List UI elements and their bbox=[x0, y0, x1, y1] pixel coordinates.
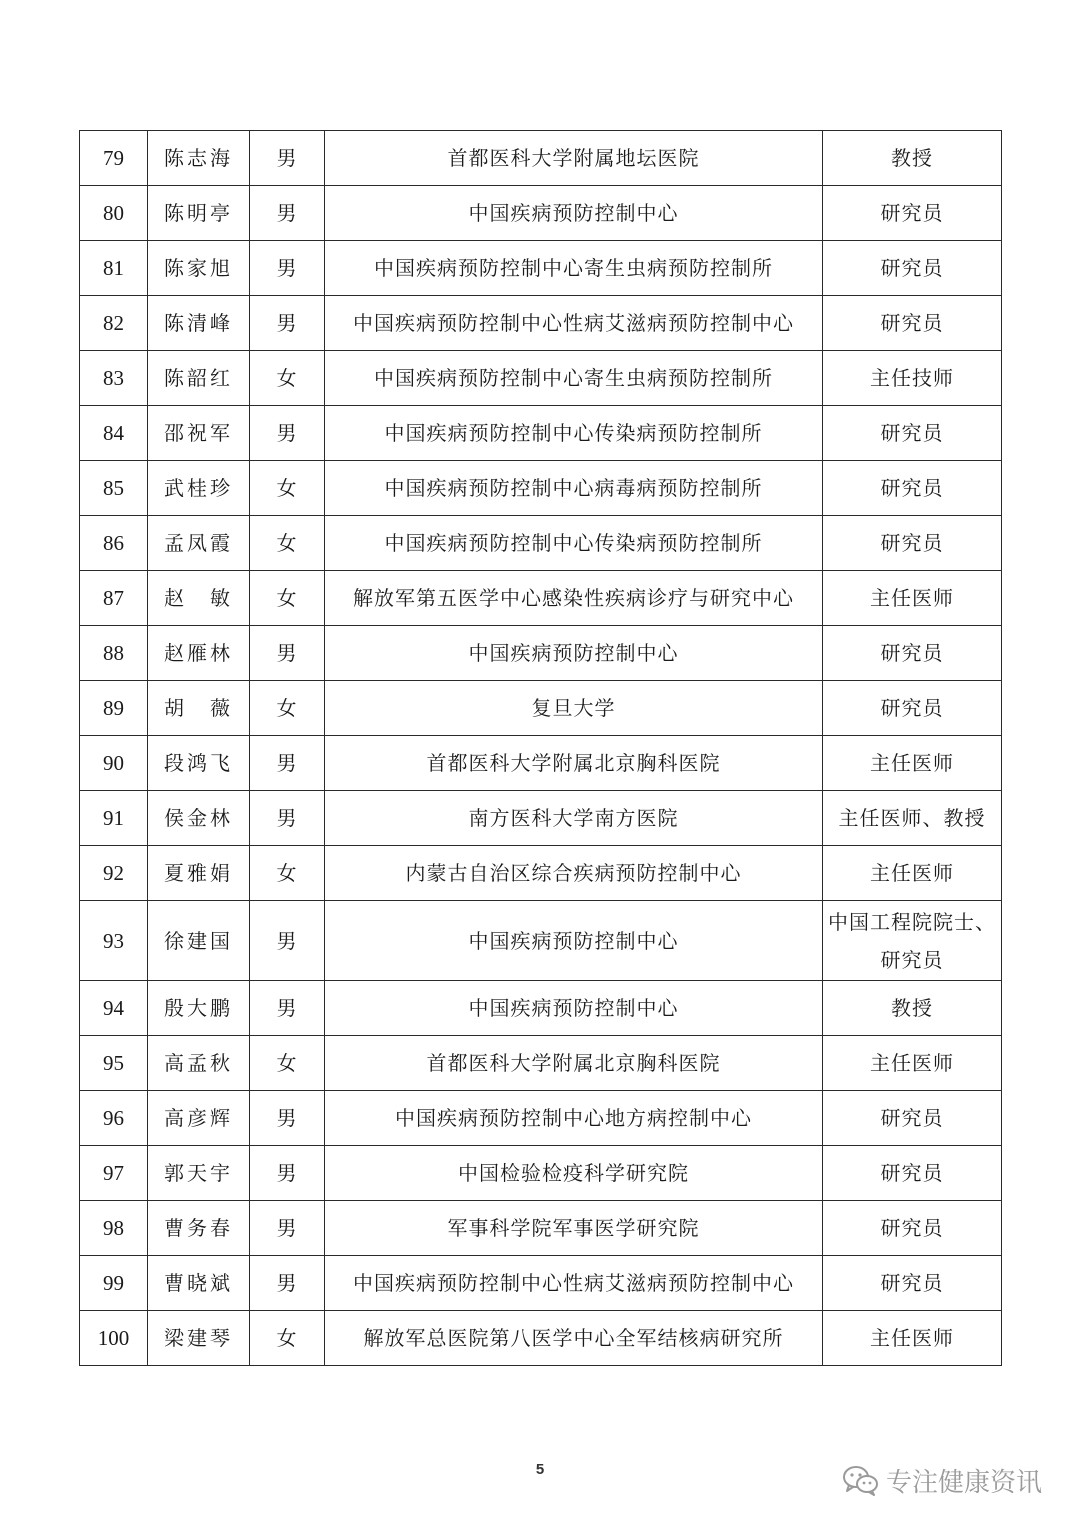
cell-unit: 首都医科大学附属北京胸科医院 bbox=[325, 736, 823, 791]
title-line: 研究员 bbox=[880, 421, 944, 445]
cell-gender: 女 bbox=[250, 1311, 325, 1366]
cell-unit: 解放军第五医学中心感染性疾病诊疗与研究中心 bbox=[325, 571, 823, 626]
cell-gender: 男 bbox=[250, 626, 325, 681]
table-row bbox=[80, 1201, 1002, 1256]
table-row bbox=[80, 241, 1002, 296]
cell-gender: 女 bbox=[250, 351, 325, 406]
cell-gender: 男 bbox=[250, 1091, 325, 1146]
title-line: 教授 bbox=[891, 996, 933, 1020]
cell-number: 83 bbox=[80, 351, 148, 406]
cell-unit: 中国疾病预防控制中心 bbox=[325, 186, 823, 241]
title-line: 研究员 bbox=[880, 1271, 944, 1295]
cell-name: 孟凤霞 bbox=[148, 516, 250, 571]
cell-gender: 女 bbox=[250, 681, 325, 736]
cell-name: 陈家旭 bbox=[148, 241, 250, 296]
table-row bbox=[80, 1146, 1002, 1201]
cell-gender: 女 bbox=[250, 461, 325, 516]
cell-unit: 中国检验检疫科学研究院 bbox=[325, 1146, 823, 1201]
table-row bbox=[80, 296, 1002, 351]
cell-unit: 内蒙古自治区综合疾病预防控制中心 bbox=[325, 846, 823, 901]
cell-gender: 男 bbox=[250, 1146, 325, 1201]
table-row bbox=[80, 626, 1002, 681]
cell-title bbox=[823, 131, 1002, 186]
cell-unit: 解放军总医院第八医学中心全军结核病研究所 bbox=[325, 1311, 823, 1366]
cell-name: 邵祝军 bbox=[148, 406, 250, 461]
cell-name: 赵 敏 bbox=[148, 571, 250, 626]
title-line: 研究员 bbox=[880, 531, 944, 555]
cell-title bbox=[823, 571, 1002, 626]
cell-name: 陈明亭 bbox=[148, 186, 250, 241]
cell-number: 87 bbox=[80, 571, 148, 626]
title-line: 主任医师 bbox=[870, 586, 954, 610]
cell-gender: 男 bbox=[250, 981, 325, 1036]
cell-title bbox=[823, 1036, 1002, 1091]
title-line: 主任医师、教授 bbox=[838, 806, 986, 830]
cell-number: 82 bbox=[80, 296, 148, 351]
cell-gender: 女 bbox=[250, 571, 325, 626]
cell-title bbox=[823, 1091, 1002, 1146]
cell-number: 85 bbox=[80, 461, 148, 516]
cell-title bbox=[823, 516, 1002, 571]
table-row bbox=[80, 1311, 1002, 1366]
cell-gender: 男 bbox=[250, 131, 325, 186]
cell-title bbox=[823, 681, 1002, 736]
cell-gender: 男 bbox=[250, 791, 325, 846]
cell-number: 98 bbox=[80, 1201, 148, 1256]
cell-title bbox=[823, 846, 1002, 901]
cell-name: 曹务春 bbox=[148, 1201, 250, 1256]
title-line: 主任医师 bbox=[870, 751, 954, 775]
table-row bbox=[80, 351, 1002, 406]
cell-number: 92 bbox=[80, 846, 148, 901]
cell-unit: 中国疾病预防控制中心寄生虫病预防控制所 bbox=[325, 241, 823, 296]
cell-number: 96 bbox=[80, 1091, 148, 1146]
table-row bbox=[80, 846, 1002, 901]
cell-gender: 男 bbox=[250, 186, 325, 241]
table-row bbox=[80, 461, 1002, 516]
cell-gender: 女 bbox=[250, 846, 325, 901]
cell-title bbox=[823, 186, 1002, 241]
title-line: 研究员 bbox=[880, 1161, 944, 1185]
cell-unit: 中国疾病预防控制中心传染病预防控制所 bbox=[325, 406, 823, 461]
table-row bbox=[80, 406, 1002, 461]
cell-title bbox=[823, 736, 1002, 791]
cell-gender: 男 bbox=[250, 241, 325, 296]
title-line: 研究员 bbox=[880, 311, 944, 335]
title-line: 主任技师 bbox=[870, 366, 954, 390]
cell-number: 93 bbox=[80, 901, 148, 981]
cell-unit: 中国疾病预防控制中心传染病预防控制所 bbox=[325, 516, 823, 571]
cell-gender: 女 bbox=[250, 516, 325, 571]
title-line: 研究员 bbox=[880, 696, 944, 720]
cell-number: 91 bbox=[80, 791, 148, 846]
table-row bbox=[80, 901, 1002, 981]
cell-title bbox=[823, 901, 1002, 981]
cell-title bbox=[823, 1311, 1002, 1366]
table-row bbox=[80, 1091, 1002, 1146]
cell-gender: 男 bbox=[250, 901, 325, 981]
cell-gender: 男 bbox=[250, 296, 325, 351]
table-row bbox=[80, 736, 1002, 791]
cell-number: 100 bbox=[80, 1311, 148, 1366]
cell-unit: 中国疾病预防控制中心 bbox=[325, 626, 823, 681]
table-row bbox=[80, 681, 1002, 736]
cell-unit: 中国疾病预防控制中心 bbox=[325, 901, 823, 981]
cell-name: 高彦辉 bbox=[148, 1091, 250, 1146]
cell-gender: 男 bbox=[250, 736, 325, 791]
cell-number: 88 bbox=[80, 626, 148, 681]
title-line: 研究员 bbox=[880, 256, 944, 280]
title-line: 研究员 bbox=[880, 1106, 944, 1130]
cell-title bbox=[823, 351, 1002, 406]
cell-name: 陈清峰 bbox=[148, 296, 250, 351]
cell-name: 徐建国 bbox=[148, 901, 250, 981]
cell-name: 陈韶红 bbox=[148, 351, 250, 406]
cell-title bbox=[823, 1201, 1002, 1256]
cell-unit: 中国疾病预防控制中心性病艾滋病预防控制中心 bbox=[325, 1256, 823, 1311]
title-line: 研究员 bbox=[880, 1216, 944, 1240]
cell-name: 陈志海 bbox=[148, 131, 250, 186]
cell-unit: 中国疾病预防控制中心地方病控制中心 bbox=[325, 1091, 823, 1146]
cell-number: 80 bbox=[80, 186, 148, 241]
cell-number: 95 bbox=[80, 1036, 148, 1091]
cell-number: 97 bbox=[80, 1146, 148, 1201]
table-row bbox=[80, 791, 1002, 846]
cell-name: 侯金林 bbox=[148, 791, 250, 846]
cell-number: 84 bbox=[80, 406, 148, 461]
cell-number: 94 bbox=[80, 981, 148, 1036]
cell-unit: 南方医科大学南方医院 bbox=[325, 791, 823, 846]
cell-number: 81 bbox=[80, 241, 148, 296]
cell-name: 夏雅娟 bbox=[148, 846, 250, 901]
expert-roster-table bbox=[79, 130, 1002, 1366]
title-line: 研究员 bbox=[880, 947, 944, 972]
cell-name: 武桂珍 bbox=[148, 461, 250, 516]
table-row bbox=[80, 571, 1002, 626]
table-row bbox=[80, 1036, 1002, 1091]
cell-number: 89 bbox=[80, 681, 148, 736]
cell-unit: 中国疾病预防控制中心寄生虫病预防控制所 bbox=[325, 351, 823, 406]
table-row bbox=[80, 131, 1002, 186]
cell-unit: 军事科学院军事医学研究院 bbox=[325, 1201, 823, 1256]
cell-unit: 中国疾病预防控制中心 bbox=[325, 981, 823, 1036]
table-row bbox=[80, 981, 1002, 1036]
watermark-text: 专注健康资讯 bbox=[886, 1467, 1043, 1498]
cell-unit: 中国疾病预防控制中心病毒病预防控制所 bbox=[325, 461, 823, 516]
title-line: 主任医师 bbox=[870, 861, 954, 885]
cell-title bbox=[823, 1256, 1002, 1311]
cell-unit: 中国疾病预防控制中心性病艾滋病预防控制中心 bbox=[325, 296, 823, 351]
cell-name: 赵雁林 bbox=[148, 626, 250, 681]
table-row bbox=[80, 516, 1002, 571]
cell-gender: 男 bbox=[250, 1256, 325, 1311]
cell-name: 段鸿飞 bbox=[148, 736, 250, 791]
cell-name: 郭天宇 bbox=[148, 1146, 250, 1201]
title-line: 主任医师 bbox=[870, 1051, 954, 1075]
roster-body bbox=[80, 131, 1002, 1366]
cell-number: 79 bbox=[80, 131, 148, 186]
cell-gender: 女 bbox=[250, 1036, 325, 1091]
cell-unit: 复旦大学 bbox=[325, 681, 823, 736]
cell-name: 胡 薇 bbox=[148, 681, 250, 736]
title-line: 研究员 bbox=[880, 476, 944, 500]
page-number: 5 bbox=[535, 1461, 545, 1478]
title-line: 研究员 bbox=[880, 641, 944, 665]
cell-title bbox=[823, 406, 1002, 461]
cell-title bbox=[823, 791, 1002, 846]
cell-title bbox=[823, 981, 1002, 1036]
cell-title bbox=[823, 1146, 1002, 1201]
cell-unit: 首都医科大学附属地坛医院 bbox=[325, 131, 823, 186]
cell-number: 90 bbox=[80, 736, 148, 791]
title-line: 研究员 bbox=[880, 201, 944, 225]
title-line: 主任医师 bbox=[870, 1326, 954, 1350]
cell-name: 曹晓斌 bbox=[148, 1256, 250, 1311]
cell-gender: 男 bbox=[250, 1201, 325, 1256]
cell-name: 殷大鹏 bbox=[148, 981, 250, 1036]
cell-title bbox=[823, 241, 1002, 296]
cell-title bbox=[823, 461, 1002, 516]
title-line: 教授 bbox=[891, 146, 933, 170]
table-row bbox=[80, 186, 1002, 241]
title-line: 中国工程院院士、 bbox=[828, 909, 996, 934]
cell-title bbox=[823, 296, 1002, 351]
wechat-icon bbox=[842, 1464, 880, 1496]
table-row bbox=[80, 1256, 1002, 1311]
cell-name: 梁建琴 bbox=[148, 1311, 250, 1366]
cell-gender: 男 bbox=[250, 406, 325, 461]
cell-number: 99 bbox=[80, 1256, 148, 1311]
cell-unit: 首都医科大学附属北京胸科医院 bbox=[325, 1036, 823, 1091]
cell-number: 86 bbox=[80, 516, 148, 571]
cell-title bbox=[823, 626, 1002, 681]
cell-name: 高孟秋 bbox=[148, 1036, 250, 1091]
watermark bbox=[842, 1460, 1042, 1500]
